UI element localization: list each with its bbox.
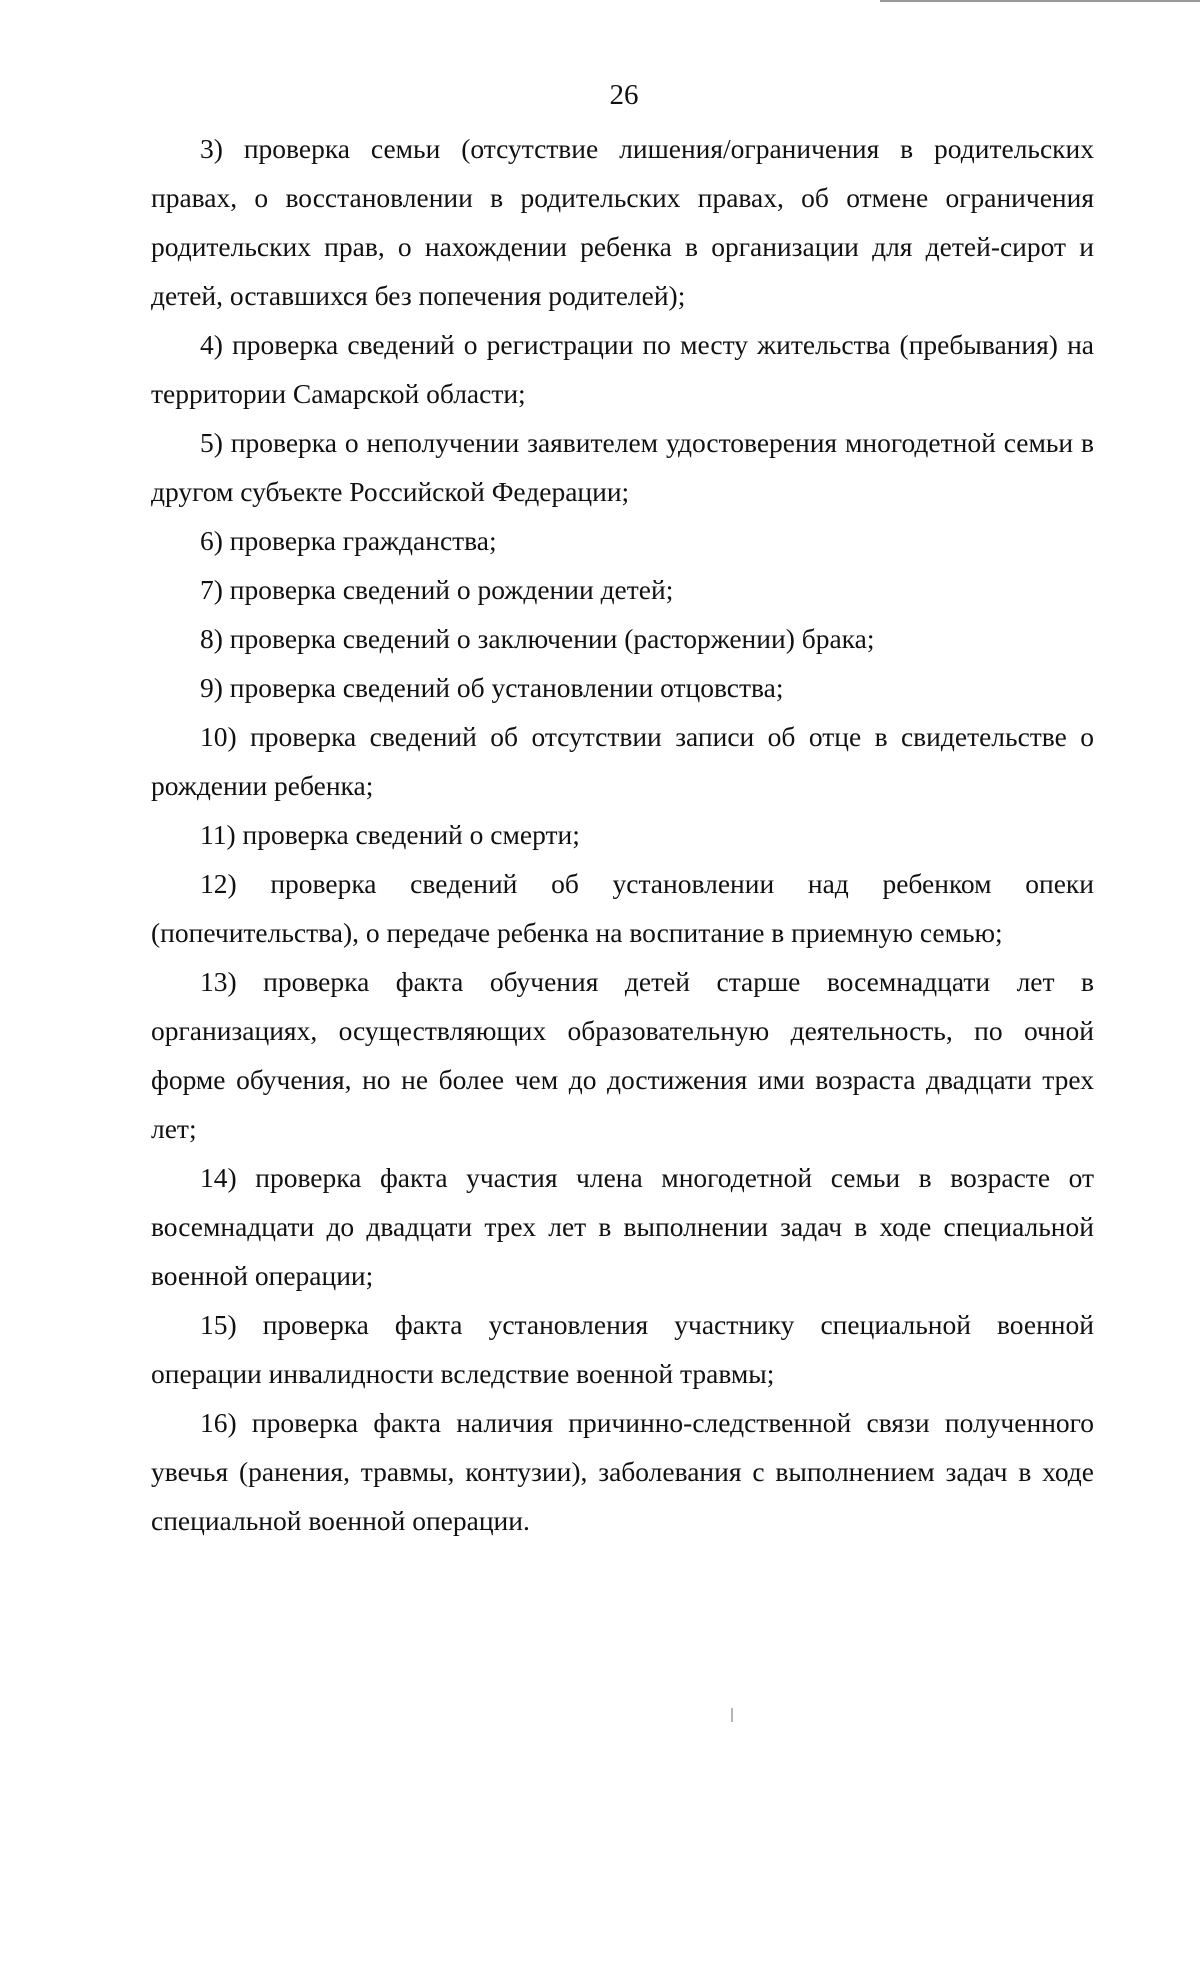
page-number: 26 xyxy=(609,79,639,111)
list-item-6: 6) проверка гражданства; xyxy=(200,525,497,556)
list-item-10: 10) проверка сведений об отсутствии записи об отце в свидетельстве о рождении ребенка; xyxy=(151,721,1094,801)
list-item-8: 8) проверка сведений о заключении (расторжении) брака; xyxy=(200,623,875,654)
list-item-12: 12) проверка сведений об установлении над ребенком опеки (попечительства), о передаче ребенка на воспитание в приемную семью; xyxy=(151,868,1094,948)
list-item-4: 4) проверка сведений о регистрации по месту жительства (пребывания) на территории Самарской области; xyxy=(151,329,1094,409)
list-item-14: 14) проверка факта участия члена многодетной семьи в возрасте от восемнадцати до двадцати трех лет в выполнении задач в ходе специальной военной операции; xyxy=(151,1162,1094,1291)
list-item-3: 3) проверка семьи (отсутствие лишения/ограничения в родительских правах, о восстановлении в родительских правах, об отмене ограничения родительских прав, о нахождении ребенка в организации для детей-сирот и детей, оставшихся без попечения родителей); xyxy=(151,133,1094,311)
list-item-13: 13) проверка факта обучения детей старше восемнадцати лет в организациях, осуществляющих образовательную деятельность, по очной форме обучения, но не более чем до достижения ими возраста двадцати трех лет; xyxy=(151,966,1094,1144)
document-body xyxy=(151,124,1094,1545)
list-item-16: 16) проверка факта наличия причинно-следственной связи полученного увечья (ранения, травмы, контузии), заболевания с выполнением задач в ходе специальной военной операции. xyxy=(151,1407,1094,1536)
top-edge-rule xyxy=(880,0,1200,2)
list-item-15: 15) проверка факта установления участнику специальной военной операции инвалидности вследствие военной травмы; xyxy=(151,1309,1094,1389)
scan-artifact-mark xyxy=(731,1708,733,1722)
list-item-11: 11) проверка сведений о смерти; xyxy=(200,819,580,850)
list-item-9: 9) проверка сведений об установлении отцовства; xyxy=(200,672,784,703)
list-item-5: 5) проверка о неполучении заявителем удостоверения многодетной семьи в другом субъекте Российской Федерации; xyxy=(151,427,1094,507)
list-item-7: 7) проверка сведений о рождении детей; xyxy=(200,574,674,605)
